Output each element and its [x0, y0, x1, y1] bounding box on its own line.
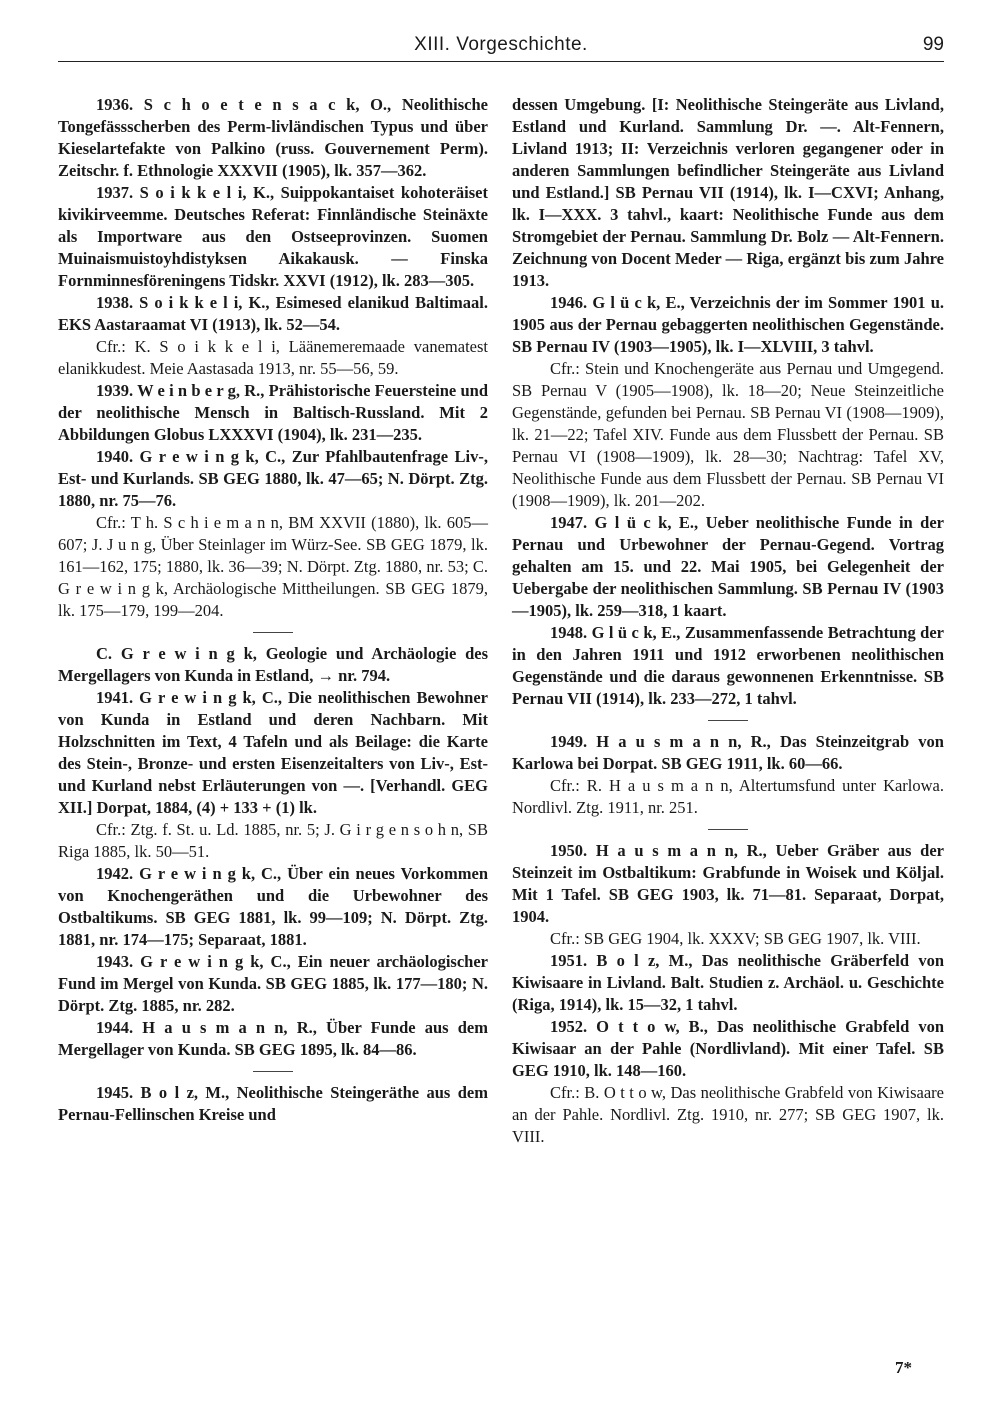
bibliography-entry: [58, 446, 488, 622]
bibliography-entry: [512, 840, 944, 950]
entry-cross-reference: Cfr.: SB GEG 1904, lk. XXXV; SB GEG 1907, lk. VIII.: [550, 929, 921, 948]
section-separator: [708, 829, 748, 830]
bibliography-entry: [58, 951, 488, 1017]
bibliography-entry: [58, 94, 488, 182]
entry-citation: C. G r e w i n g k, Geologie und Archäologie des Mergellagers von Kunda in Estland, → nr. 794.: [58, 644, 488, 685]
bibliography-entry: [512, 622, 944, 710]
page-number: 99: [922, 34, 944, 55]
right-column: [512, 94, 944, 1148]
entry-citation: dessen Umgebung. [I: Neolithische Steingeräte aus Livland, Estland und Kurland. Sammlung Dr. —. Alt-Fennern, Livland 1913; II: Verzeichnis verloren gegangener oder in anderen Sammlungen befindlicher Steingeräte aus Livland und Estland.] SB Pernau VII (1914), lk. I—CXVI; Anhang, lk. I—XXX. 3 tahvl., kaart: Neolithische Funde aus dem Stromgebiet der Pernau. Sammlung Dr. Bolz — Alt-Fennern. Zeichnung von Docent Meder — Riga, ergänzt bis zum Jahre 1913.: [512, 95, 944, 290]
bibliography-entry: [512, 1016, 944, 1148]
bibliography-entry: [512, 950, 944, 1016]
entry-citation: 1937. S o i k k e l i, K., Suippokantaiset kohoteräiset kivikirveemme. Deutsches Referat: Finnländische Steinäxte als Importware aus den Ostseeprovinzen. Suomen Muinaismuistoyhdistyksen Aikakausk. — Finska Fornminnesföreningens Tidskr. XXVI (1912), lk. 283—305.: [58, 183, 488, 290]
entry-citation: 1938. S o i k k e l i, K., Esimesed elanikud Baltimaal. EKS Aastaraamat VI (1913), lk. 52—54.: [58, 293, 488, 334]
bibliography-entry: [58, 863, 488, 951]
section-separator: [253, 1071, 293, 1072]
entry-cross-reference: Cfr.: R. H a u s m a n n, Altertumsfund unter Karlowa. Nordlivl. Ztg. 1911, nr. 251.: [512, 776, 944, 817]
bibliography-entry: [58, 292, 488, 380]
entry-citation: 1940. G r e w i n g k, C., Zur Pfahlbautenfrage Liv-, Est- und Kurlands. SB GEG 1880, lk. 47—65; N. Dörpt. Ztg. 1880, nr. 75—76.: [58, 447, 488, 510]
bibliography-entry: [512, 731, 944, 819]
bibliography-entry: [58, 1082, 488, 1126]
bibliography-entry: [58, 380, 488, 446]
entry-citation: 1943. G r e w i n g k, C., Ein neuer archäologischer Fund im Mergel von Kunda. SB GEG 1885, lk. 177—180; N. Dörpt. Ztg. 1885, nr. 282.: [58, 952, 488, 1015]
entry-citation: 1949. H a u s m a n n, R., Das Steinzeitgrab von Karlowa bei Dorpat. SB GEG 1911, lk. 60—66.: [512, 732, 944, 773]
bibliography-entry: [512, 292, 944, 512]
header-rule: [58, 61, 944, 62]
signature-mark: 7*: [895, 1358, 912, 1377]
entry-citation: 1939. W e i n b e r g, R., Prähistorische Feuersteine und der neolithische Mensch in Baltisch-Russland. Mit 2 Abbildungen Globus LXXXVI (1904), lk. 231—235.: [58, 381, 488, 444]
entry-citation: 1952. O t t o w, B., Das neolithische Grabfeld von Kiwisaar an der Pahle (Nordlivland). Mit einer Tafel. SB GEG 1910, lk. 148—160.: [512, 1017, 944, 1080]
entry-citation: 1946. G l ü c k, E., Verzeichnis der im Sommer 1901 u. 1905 aus der Pernau gebaggerten neolithischen Gegenstände. SB Pernau IV (1903—1905), lk. I—XLVIII, 3 tahvl.: [512, 293, 944, 356]
entry-citation: 1947. G l ü c k, E., Ueber neolithische Funde in der Pernau und Urbewohner der Pernau-Gegend. Vortrag gehalten am 15. und 22. Mai 1905, bei Gelegenheit der Uebergabe der neolithischen Sammlung. SB Pernau IV (1903—1905), lk. 259—318, 1 kaart.: [512, 513, 944, 620]
entry-citation: 1941. G r e w i n g k, C., Die neolithischen Bewohner von Kunda in Estland und deren Nachbarn. Mit Holzschnitten im Text, 4 Tafeln und als Beilage: die Karte des Stein-, Bronze- und ersten Eisenzeitalters von Liv-, Est- und Kurland nebst Erläuterungen von —. [Verhandl. GEG XII.] Dorpat, 1884, (4) + 133 + (1) lk.: [58, 688, 488, 817]
section-separator: [708, 720, 748, 721]
entry-cross-reference: Cfr.: Ztg. f. St. u. Ld. 1885, nr. 5; J. G i r g e n s o h n, SB Riga 1885, lk. 50—51.: [58, 820, 488, 861]
left-column: [58, 94, 488, 1126]
bibliography-entry: [58, 687, 488, 863]
entry-citation: 1936. S c h o e t e n s a c k, O., Neolithische Tongefässscherben des Perm-livländischen Typus und über Kieselartefakte von Palkino (russ. Gouvernement Perm). Zeitschr. f. Ethnologie XXXVII (1905), lk. 357—362.: [58, 95, 488, 180]
entry-citation: 1951. B o l z, M., Das neolithische Gräberfeld von Kiwisaare in Livland. Balt. Studien z. Archäol. u. Geschichte (Riga, 1914), lk. 15—32, 1 tahvl.: [512, 951, 944, 1014]
entry-citation: 1944. H a u s m a n n, R., Über Funde aus dem Mergellager von Kunda. SB GEG 1895, lk. 84—86.: [58, 1018, 488, 1059]
entry-cross-reference: Cfr.: K. S o i k k e l i, Läänemeremaade vanematest elanikkudest. Meie Aastasada 1913, nr. 55—56, 59.: [58, 337, 488, 378]
bibliography-entry: [58, 643, 488, 687]
bibliography-entry: [58, 1017, 488, 1061]
entry-citation: 1948. G l ü c k, E., Zusammenfassende Betrachtung der in den Jahren 1911 und 1912 erworbenen neolithischen Gegenstände und die daraus gewonnenen Erkenntnisse. SB Pernau VII (1914), lk. 233—272, 1 tahvl.: [512, 623, 944, 708]
bibliography-entry: [512, 512, 944, 622]
entry-citation: 1945. B o l z, M., Neolithische Steingeräthe aus dem Pernau-Fellinschen Kreise und: [58, 1083, 488, 1124]
bibliography-entry: [512, 94, 944, 292]
section-separator: [253, 632, 293, 633]
entry-cross-reference: Cfr.: B. O t t o w, Das neolithische Grabfeld von Kiwisaare an der Pahle. Nordlivl. Ztg. 1910, nr. 277; SB GEG 1907, lk. VIII.: [512, 1083, 944, 1146]
running-title: XIII. Vorgeschichte.: [414, 34, 588, 55]
entry-citation: 1942. G r e w i n g k, C., Über ein neues Vorkommen von Knochengeräthen und die Urbewohner des Ostbaltikums. SB GEG 1881, lk. 99—109; N. Dörpt. Ztg. 1881, nr. 174—175; Separaat, 1881.: [58, 864, 488, 949]
entry-cross-reference: Cfr.: T h. S c h i e m a n n, BM XXVII (1880), lk. 605—607; J. J u n g, Über Steinlager im Würz-See. SB GEG 1879, lk. 161—162, 175; 1880, lk. 36—39; N. Dörpt. Ztg. 1880, nr. 53; C. G r e w i n g k, Archäologische Mittheilungen. SB GEG 1879, lk. 175—179, 199—204.: [58, 513, 488, 620]
entry-cross-reference: Cfr.: Stein und Knochengeräte aus Pernau und Umgegend. SB Pernau V (1905—1908), lk. 18—20; Neue Steinzeitliche Gegenstände, gefunden bei Pernau. SB Pernau VI (1908—1909), lk. 21—22; Tafel XIV. Funde aus dem Flussbett der Pernau. SB Pernau VI (1908—1909), lk. 28—30; Nachtrag: Tafel XV, Neolithische Funde aus dem Flussbett der Pernau. SB Pernau VI (1908—1909), lk. 201—202.: [512, 359, 944, 510]
entry-citation: 1950. H a u s m a n n, R., Ueber Gräber aus der Steinzeit im Ostbaltikum: Grabfunde in Woisek und Köljal. Mit 1 Tafel. SB GEG 1903, lk. 71—81. Separaat, Dorpat, 1904.: [512, 841, 944, 926]
bibliography-entry: [58, 182, 488, 292]
page-header: [58, 0, 944, 64]
